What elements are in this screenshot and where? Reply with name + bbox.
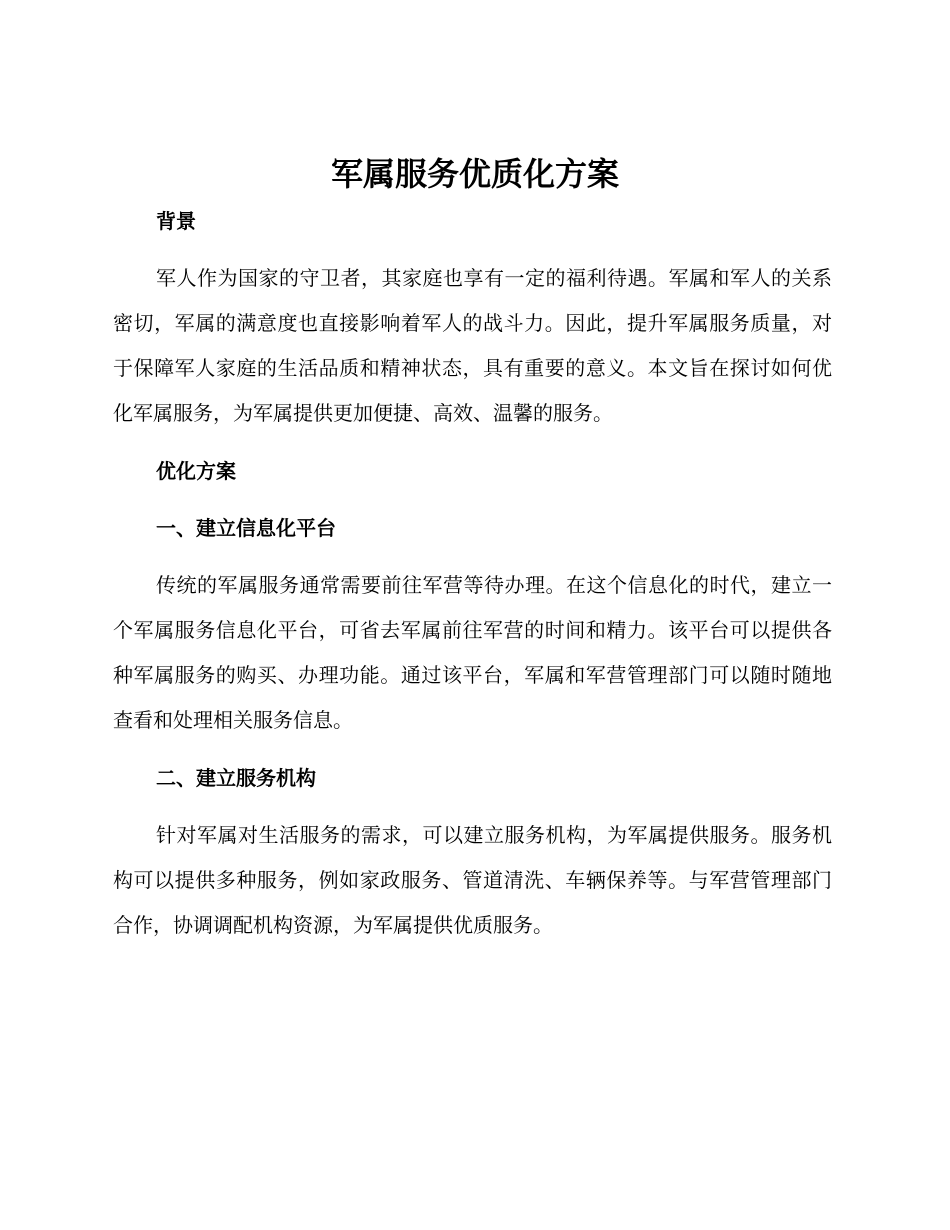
section-heading-info-platform: 一、建立信息化平台 [156, 516, 336, 540]
section-paragraph-info-platform: 传统的军属服务通常需要前往军营等待办理。在这个信息化的时代，建立一个军属服务信息化平台，可省去军属前往军营的时间和精力。该平台可以提供各种军属服务的购买、办理功能。通过该平台，军属和军营管理部门可以随时随地查看和处理相关服务信息。 [113, 573, 832, 732]
section-paragraph-background: 军人作为国家的守卫者，其家庭也享有一定的福利待遇。军属和军人的关系密切，军属的满意度也直接影响着军人的战斗力。因此，提升军属服务质量，对于保障军人家庭的生活品质和精神状态，具有重要的意义。本文旨在探讨如何优化军属服务，为军属提供更加便捷、高效、温馨的服务。 [113, 266, 832, 425]
document-title: 军属服务优质化方案 [330, 155, 619, 193]
section-heading-optimization-plan: 优化方案 [156, 459, 236, 483]
section-paragraph-service-agency: 针对军属对生活服务的需求，可以建立服务机构，为军属提供服务。服务机构可以提供多种服务，例如家政服务、管道清洗、车辆保养等。与军营管理部门合作，协调调配机构资源，为军属提供优质服务。 [113, 823, 832, 937]
section-heading-service-agency: 二、建立服务机构 [156, 766, 316, 790]
section-heading-background: 背景 [156, 209, 196, 233]
